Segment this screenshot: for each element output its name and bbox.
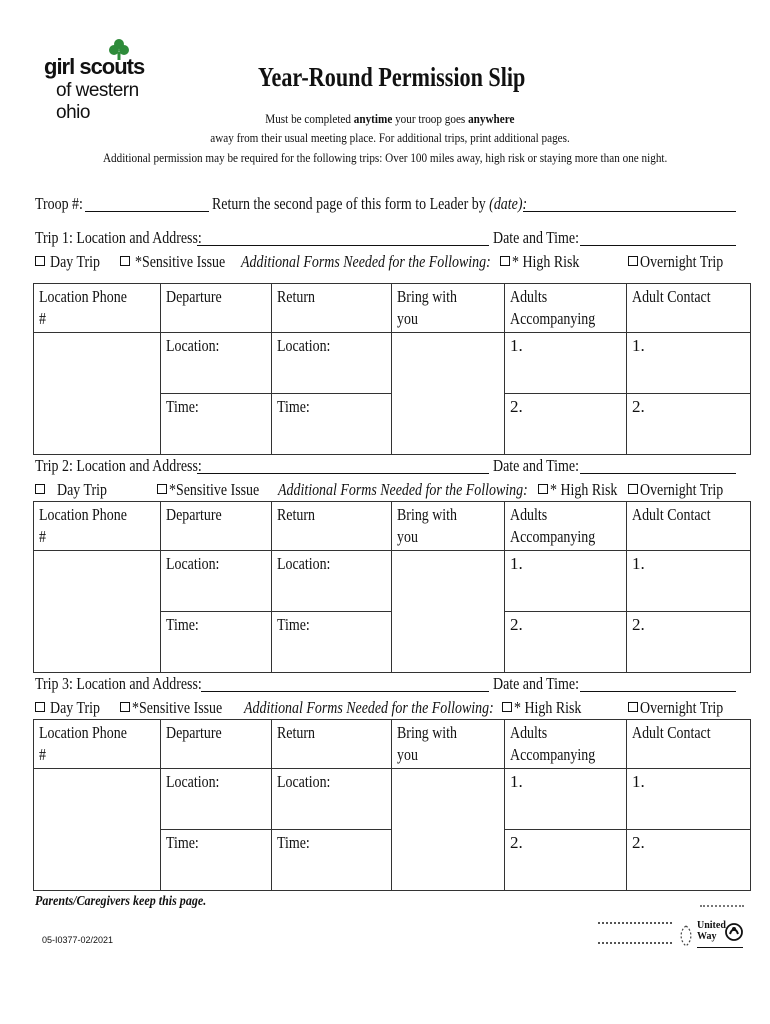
col-header-bring: Bring with you [397, 505, 458, 546]
fine-print-block [598, 918, 678, 952]
trip3-overnight-checkbox[interactable]: Overnight Trip [628, 698, 742, 718]
adult-1-cell[interactable]: 1. [505, 333, 627, 394]
trip3-day-trip-checkbox[interactable]: Day Trip [35, 698, 111, 718]
parents-keep-note: Parents/Caregivers keep this page. [35, 894, 207, 909]
intro-line-2: away from their usual meeting place. For additional trips, print additional pages. [210, 130, 570, 145]
adult-2-cell[interactable]: 2. [505, 612, 627, 673]
united-way-logo [697, 918, 747, 950]
col-header-adult-contact: Adult Contact [632, 723, 711, 742]
trip3-date-label: Date and Time: [493, 674, 579, 693]
adult-contact-1-cell[interactable]: 1. [627, 769, 751, 830]
return-by-label: Return the second page of this form to Leader by (date): [212, 194, 528, 213]
trip2-overnight-checkbox[interactable]: Overnight Trip [628, 480, 742, 500]
page-title: Year-Round Permission Slip [258, 62, 526, 92]
col-header-adult-contact: Adult Contact [632, 505, 711, 524]
intro-line-1: Must be completed anytime your troop goes anywhere [265, 111, 515, 126]
col-header-location-phone: Location Phone # [39, 505, 127, 546]
adult-2-cell[interactable]: 2. [505, 394, 627, 455]
adult-contact-1-cell[interactable]: 1. [627, 333, 751, 394]
col-header-bring: Bring with you [397, 723, 458, 764]
intro-line-3: Additional permission may be required for the following trips: Over 100 miles away, high risk or staying more than one night. [102, 150, 668, 165]
departure-location-cell[interactable]: Location: [161, 333, 272, 394]
trip3-location-field[interactable] [201, 678, 489, 692]
trip2-date-field[interactable] [580, 460, 736, 474]
bring-with-you-cell[interactable] [392, 551, 505, 673]
trip3-high-risk-checkbox[interactable]: * High Risk [502, 698, 596, 718]
col-header-bring: Bring with you [397, 287, 458, 328]
united-way-text: United Way [697, 920, 726, 942]
departure-location-cell[interactable]: Location: [161, 551, 272, 612]
troop-number-field[interactable] [85, 198, 209, 212]
return-time-cell[interactable]: Time: [272, 830, 392, 891]
trip2-day-trip-checkbox[interactable]: Day Trip [35, 480, 118, 500]
col-header-departure: Departure [166, 287, 222, 306]
col-header-departure: Departure [166, 723, 222, 742]
col-header-return: Return [277, 287, 315, 306]
adult-2-cell[interactable]: 2. [505, 830, 627, 891]
col-header-location-phone: Location Phone # [39, 723, 127, 764]
trip3-date-field[interactable] [580, 678, 736, 692]
bring-with-you-cell[interactable] [392, 769, 505, 891]
trip1-high-risk-checkbox[interactable]: * High Risk [500, 252, 594, 272]
trip1-date-label: Date and Time: [493, 228, 579, 247]
trip1-sensitive-checkbox[interactable]: *Sensitive Issue [120, 252, 245, 272]
location-phone-cell[interactable] [34, 769, 161, 891]
col-header-adults: Adults Accompanying [510, 505, 596, 546]
logo-text-bottom: of western ohio [56, 80, 139, 123]
trip3-sensitive-checkbox[interactable]: *Sensitive Issue [120, 698, 242, 718]
united-way-hand-icon [725, 922, 743, 942]
col-header-adults: Adults Accompanying [510, 287, 596, 328]
adult-contact-1-cell[interactable]: 1. [627, 551, 751, 612]
trip1-date-field[interactable] [580, 232, 736, 246]
adult-contact-2-cell[interactable]: 2. [627, 394, 751, 455]
trip2-location-label: Trip 2: Location and Address: [35, 456, 202, 475]
trip2-table [33, 501, 751, 673]
trip1-forms-needed-label: Additional Forms Needed for the Following: [241, 252, 491, 271]
location-phone-cell[interactable] [34, 551, 161, 673]
col-header-departure: Departure [166, 505, 222, 524]
trip2-location-field[interactable] [197, 460, 489, 474]
girl-scouts-logo [44, 38, 174, 123]
trip1-location-label: Trip 1: Location and Address: [35, 228, 202, 247]
return-date-field[interactable] [523, 198, 736, 212]
trip1-location-field[interactable] [197, 232, 489, 246]
return-time-cell[interactable]: Time: [272, 394, 392, 455]
trip1-overnight-checkbox[interactable]: Overnight Trip [628, 252, 742, 272]
return-location-cell[interactable]: Location: [272, 769, 392, 830]
location-phone-cell[interactable] [34, 333, 161, 455]
trip3-location-label: Trip 3: Location and Address: [35, 674, 202, 693]
form-number: 05-I0377-02/2021 [42, 935, 114, 945]
return-time-cell[interactable]: Time: [272, 612, 392, 673]
departure-time-cell[interactable]: Time: [161, 612, 272, 673]
departure-time-cell[interactable]: Time: [161, 830, 272, 891]
adult-contact-2-cell[interactable]: 2. [627, 830, 751, 891]
bring-with-you-cell[interactable] [392, 333, 505, 455]
return-location-cell[interactable]: Location: [272, 333, 392, 394]
partner-seal-icon [676, 924, 696, 948]
adult-1-cell[interactable]: 1. [505, 769, 627, 830]
trip2-forms-needed-label: Additional Forms Needed for the Following: [278, 480, 528, 499]
trip2-high-risk-checkbox[interactable]: * High Risk [538, 480, 632, 500]
troop-label: Troop #: [35, 194, 83, 213]
logo-text-top: girl scouts [44, 54, 145, 79]
departure-time-cell[interactable]: Time: [161, 394, 272, 455]
departure-location-cell[interactable]: Location: [161, 769, 272, 830]
col-header-adult-contact: Adult Contact [632, 287, 711, 306]
col-header-location-phone: Location Phone # [39, 287, 127, 328]
col-header-adults: Adults Accompanying [510, 723, 596, 764]
return-location-cell[interactable]: Location: [272, 551, 392, 612]
trip1-day-trip-checkbox[interactable]: Day Trip [35, 252, 111, 272]
trip2-date-label: Date and Time: [493, 456, 579, 475]
trip1-table [33, 283, 751, 455]
trip3-table [33, 719, 751, 891]
col-header-return: Return [277, 723, 315, 742]
fine-print-top [700, 905, 744, 909]
col-header-return: Return [277, 505, 315, 524]
trip3-forms-needed-label: Additional Forms Needed for the Following: [244, 698, 494, 717]
trip2-sensitive-checkbox[interactable]: *Sensitive Issue [157, 480, 279, 500]
adult-contact-2-cell[interactable]: 2. [627, 612, 751, 673]
adult-1-cell[interactable]: 1. [505, 551, 627, 612]
